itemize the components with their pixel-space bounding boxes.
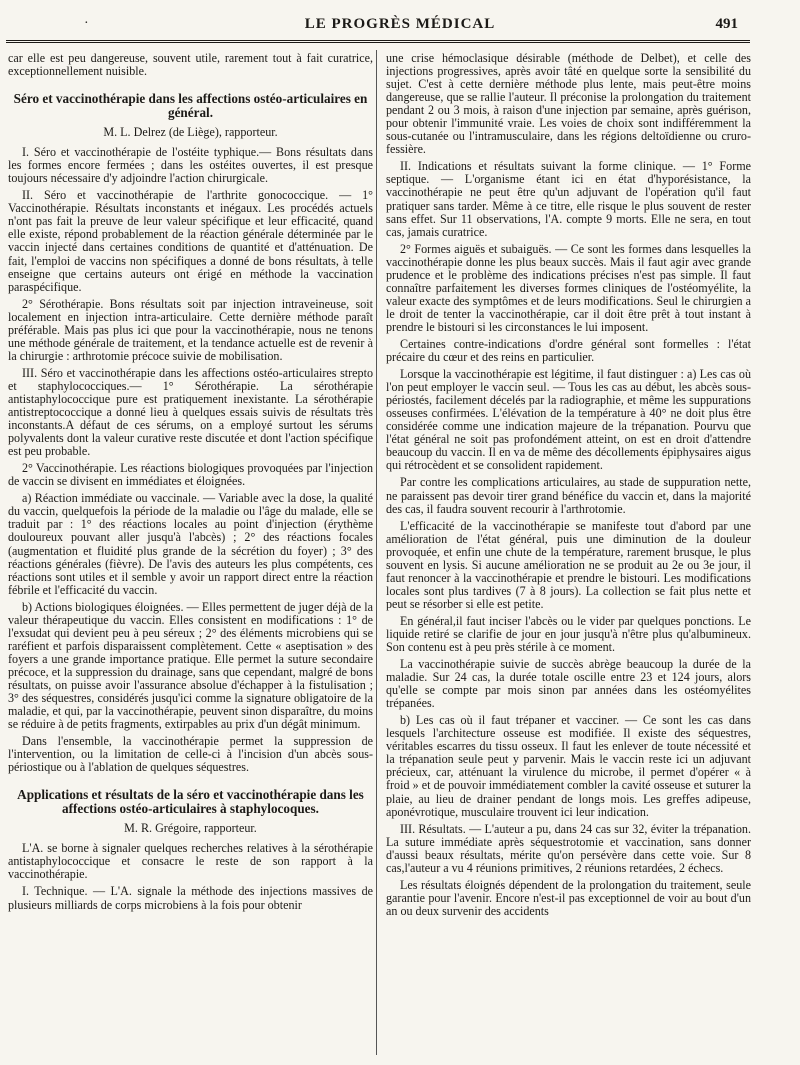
paragraph: 2° Sérothérapie. Bons résultats soit par injection intraveineuse, soit localement en injection intra-articulaire. Cette dernière méthode paraît préférable. Mais pas plus ici que pour la vaccinothérapie, nous ne tenons une méthode générale de traitement, et la tendance actuelle est de revenir à la chirurgie : arthrotomie précoce suivie de mobilisation. <box>8 296 373 363</box>
column-divider <box>376 50 377 1055</box>
paragraph: Certaines contre-indications d'ordre général sont formelles : l'état précaire du cœur et des reins en particulier. <box>386 336 751 365</box>
paragraph: I. Technique. — L'A. signale la méthode des injections massives de plusieurs milliards de corps microbiens à la fois pour obtenir <box>8 884 373 912</box>
paragraph: Les résultats éloignés dépendent de la prolongation du traitement, seule garantie pour l'avenir. Encore n'est-il pas exceptionnel de voir au bout d'un an ou deux survenir des accidents <box>386 877 751 918</box>
paragraph: II. Indications et résultats suivant la forme clinique. — 1° Forme septique. — L'organisme étant ici en état d'hyporésistance, la vaccinothérapie ne peut être qu'un adjuvant de l'opération qu'il faut pratiquer sans tarder. Même à ce titre, elle risque le plus souvent de rester sans effet. Sur 11 observations, l'A. compte 9 morts. Elle ne sera, en tout cas, jamais curatrice. <box>386 159 751 239</box>
page-header <box>0 0 800 46</box>
paragraph: a) Réaction immédiate ou vaccinale. — Variable avec la dose, la qualité du vaccin, quelquefois la période de la maladie ou l'âge du malade, elle se traduit par : 1° des réactions locales au point d'injection (érythème douloureux pouvant aller jusqu'à l'abcès) ; 2° des réactions focales (augmentation et fluidité plus grande de la sécrétion du foyer) ; 3° des réactions générales (fièvre). De l'avis des auteurs les plus compétents, ces réactions sont utiles et il semble y avoir un rapport direct entre la réaction fébrile et l'efficacité du vaccin. <box>8 491 373 597</box>
paragraph: L'A. se borne à signaler quelques recherches relatives à la sérothérapie antistaphylococcique et consacre le reste de son rapport à la vaccinothérapie. <box>8 841 373 882</box>
paragraph: Dans l'ensemble, la vaccinothérapie permet la suppression de l'intervention, ou la limitation de celle-ci à l'incision d'un abcès sous-périostique ou à l'ablation de quelques séquestres. <box>8 734 373 775</box>
paragraph: car elle est peu dangereuse, souvent utile, rarement tout à fait curatrice, exceptionnellement nuisible. <box>8 52 373 79</box>
section-title: Applications et résultats de la séro et vaccinothérapie dans les affections ostéo-articulaires à staphylocoques. <box>17 787 364 817</box>
paragraph: I. Séro et vaccinothérapie de l'ostéite typhique.— Bons résultats dans les formes encore fermées ; dans les ostéites ouvertes, il est presque toujours nécessaire d'y adjoindre l'action chirurgicale. <box>8 145 373 186</box>
page-number: 491 <box>715 16 738 32</box>
paragraph: b) Les cas où il faut trépaner et vacciner. — Ce sont les cas dans lesquels l'architecture osseuse est modifiée. Il existe des séquestres, véritables escarres du tissu osseux. Il faut les enlever de toute nécessité et la trépanation seule peut y parvenir. Mais le vaccin reste ici un adjuvant précieux, car, atténuant la virulence du microbe, il permet d'opérer « à froid » et de pouvoir immédiatement combler la cavité osseuse et suturer la plaie, au lieu de drainer pendant de longs mois. Les greffes adipeuse, aponévrotique, musculaire trouvent ici leur indication. <box>386 713 751 819</box>
journal-title: LE PROGRÈS MÉDICAL <box>304 16 496 32</box>
section-author: M. L. Delrez (de Liège), rapporteur. <box>103 125 278 140</box>
paragraph: Par contre les complications articulaires, au stade de suppuration nette, ne paraissent pas devoir tirer grand bénéfice du vaccin et, dans la majorité des cas, il faudra souvent recourir à l'arthrotomie. <box>386 475 751 516</box>
section-title: Séro et vaccinothérapie dans les affections ostéo-articulaires en général. <box>13 91 368 121</box>
left-column <box>8 52 373 1052</box>
paragraph: III. Séro et vaccinothérapie dans les affections ostéo-articulaires strepto et staphylococciques.— 1° Sérothérapie. La sérothérapie antistaphylococcique pure est pratiquement inexistante. La sérothérapie antistreptococcique a donné lieu à quelques essais suivis de résultats très inconstants.A défaut de ces sérums, on a employé surtout les sérums polyvalents dont la valeur curative reste discutée et dont l'action spécifique est peu probable. <box>8 365 373 459</box>
paragraph: Lorsque la vaccinothérapie est légitime, il faut distinguer : a) Les cas où l'on peut employer le vaccin seul. — Tous les cas au début, les abcès sous-périostés, facilement décelés par la radiographie, et même les suppurations osseuses confirmées. L'élévation de la température à 40° ne doit plus être considérée comme une indication majeure de la trépanation. Pourvu que l'état général ne soit pas profondément atteint, on est en droit d'attendre beaucoup du vaccin. Il en va de même des décollements épiphysaires aigus qui rétrocèdent et se consolident rapidement. <box>386 367 751 473</box>
paragraph: II. Séro et vaccinothérapie de l'arthrite gonococcique. — 1° Vaccinothérapie. Résultats inconstants et inégaux. Les procédés actuels n'ont pas fait la preuve de leur valeur spécifique et leur efficacité, quand elle existe, répond probablement de la réaction générale déterminée par le vaccin injecté dans certaines conditions de quantité et d'atténuation. De fait, l'emploi de vaccins non spécifiques a donné de bons résultats, à telle enseigne que certains auteurs ont érigé en méthode la vaccination paraspécifique. <box>8 188 373 294</box>
paragraph: b) Actions biologiques éloignées. — Elles permettent de juger déjà de la valeur thérapeutique du vaccin. Elles consistent en modifications : 1° de l'exsudat qui devient peu à peu séreux ; 2° des éléments microbiens qui se raréfient et parfois disparaissent complètement. Cette « aseptisation » des foyers a une grande importance pratique. Elle permet la suture secondaire précoce, et la suppression du drainage, sans que cependant, malgré de bons résultats, on puisse avoir l'assurance absolue d'échapper à la fistulisation ; 3° des séquestres, considérés jusqu'ici comme la signature obligatoire de la maladie, et qui, par la vaccinothérapie, peuvent sinon disparaître, du moins se réduire à de petits fragments, extirpables au prix d'un dégât minimum. <box>8 599 373 732</box>
right-column <box>386 52 751 1052</box>
paragraph: 2° Vaccinothérapie. Les réactions biologiques provoquées par l'injection de vaccin se divisent en immédiates et éloignées. <box>8 461 373 489</box>
paragraph: une crise hémoclasique désirable (méthode de Delbet), et celle des injections progressives, après avoir tâté en quelque sorte la sensibilité du sujet. C'est à cette dernière méthode plus lente, mais peut-être moins dangereuse, que se rallie l'auteur. Il préconise la prolongation du traitement pendant 2 ou 3 mois, à raison d'une injection par semaine, après guérison, pour obtenir l'immunité vraie. Les voies de choix sont indifféremment la sous-cutanée ou l'intramusculaire, dans les régions deltoïdienne ou cruro-fessière. <box>386 52 751 157</box>
paragraph: En général,il faut inciser l'abcès ou le vider par quelques ponctions. Le liquide retiré se clarifie de jour en jour jusqu'à n'être plus qu'albumineux. Son contenu est à peu près stérile à ce moment. <box>386 613 751 655</box>
paragraph: III. Résultats. — L'auteur a pu, dans 24 cas sur 32, éviter la trépanation. La suture immédiate après séquestrotomie et vaccination, sans donner d'aussi beaux résultats, mérite qu'on persévère dans cette voie. Sur 8 cas,l'auteur a vu 4 réunions primitives, 2 réunions retardées, 2 échecs. <box>386 821 751 875</box>
header-dot: · <box>84 16 89 31</box>
header-rule <box>6 40 750 43</box>
section-author: M. R. Grégoire, rapporteur. <box>124 821 257 836</box>
paragraph: 2° Formes aiguës et subaiguës. — Ce sont les formes dans lesquelles la vaccinothérapie donne les plus beaux succès. Mais il faut agir avec grande prudence et le problème des indications précises n'est pas simple. Il faut connaître parfaitement les diverses formes cliniques de l'ostéomyélite, la valeur exacte des symptômes et de leurs modifications. Seul le chirurgien a le droit de tenter la vaccinothérapie, car il doit être prêt à tout instant à prendre le bistouri si les circonstances le lui imposent. <box>386 241 751 334</box>
paragraph: L'efficacité de la vaccinothérapie se manifeste tout d'abord par une amélioration de l'état général, puis une diminution de la douleur provoquée, et enfin une chute de la température, rarement brusque, le plus souvent en lysis. Si aucune amélioration ne se produit au 2e ou 3e jour, il faut renoncer à la vaccinothérapie et prendre le bistouri. Les modifications locales sont plus tardives (7 à 8 jours). La collection se fait plus nette et peut se résorber si elle est petite. <box>386 518 751 611</box>
paragraph: La vaccinothérapie suivie de succès abrège beaucoup la durée de la maladie. Sur 24 cas, la durée totale oscille entre 23 et 124 jours, alors qu'elle se compte par mois sinon par années dans les ostéomyélites trépanées. <box>386 657 751 711</box>
